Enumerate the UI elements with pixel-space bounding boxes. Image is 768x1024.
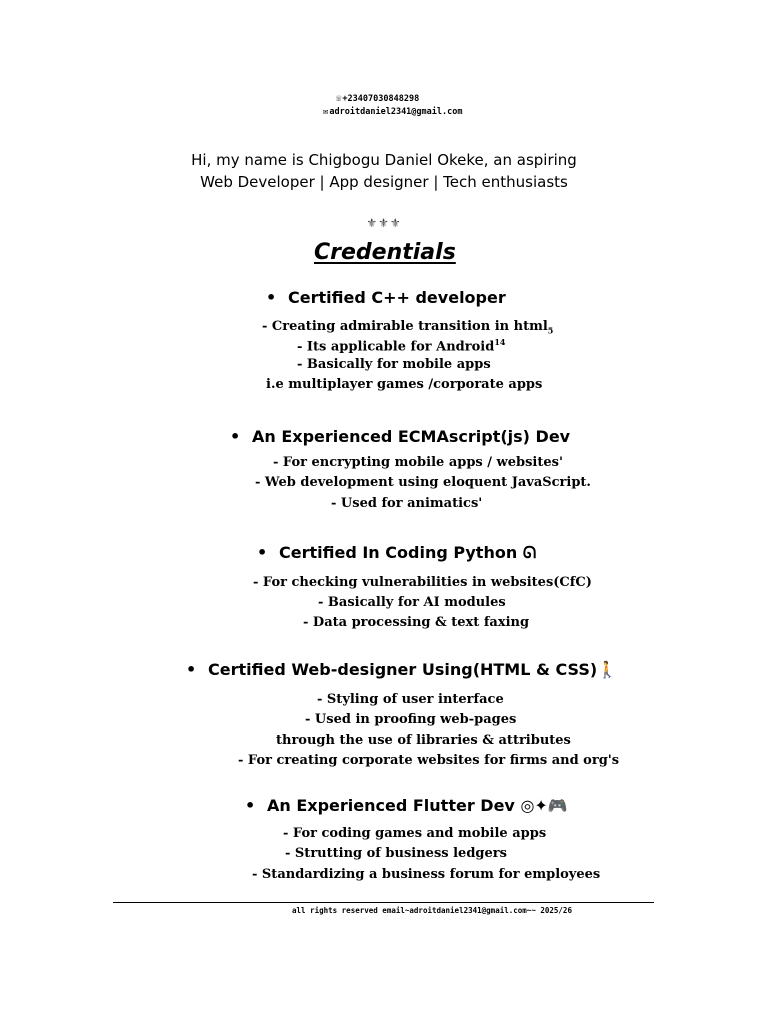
section-title-text: Certified In Coding Python xyxy=(279,543,518,562)
footer-divider xyxy=(113,902,654,903)
detail-line: - Web development using eloquent JavaScript. xyxy=(255,475,591,490)
section-title-web-designer xyxy=(186,660,617,679)
footer-text: all rights reserved email~adroitdaniel2341@gmail.com~~ 2025/26 xyxy=(292,906,572,915)
detail-line: - Standardizing a business forum for employees xyxy=(252,867,601,882)
detail-line: - Data processing & text faxing xyxy=(303,615,530,630)
fleur-de-lis-ornament-icon: ⚜⚜⚜ xyxy=(366,216,402,230)
target-gamepad-icon: ◎✦🎮 xyxy=(520,796,568,815)
detail-line: - Creating admirable transition in html$_5$ xyxy=(262,319,554,336)
detail-line: - Its applicable for Android$^{14}$ xyxy=(297,337,506,355)
phone-number: +23407030848298 xyxy=(342,94,420,104)
section-title-cpp xyxy=(266,288,506,307)
detail-line: - Styling of user interface xyxy=(317,692,504,707)
section-title-python xyxy=(257,543,536,563)
detail-line: - Basically for AI modules xyxy=(318,595,506,610)
email-address[interactable]: adroitdaniel2341@gmail.com xyxy=(329,107,463,117)
snake-icon: ᘏ xyxy=(522,543,537,562)
phone-icon: ☏ xyxy=(336,94,342,104)
section-title-text: Certified Web-designer Using(HTML & CSS) xyxy=(208,660,598,679)
contact-phone xyxy=(336,94,419,104)
detail-line: - For checking vulnerabilities in websites(CfC) xyxy=(253,575,592,590)
detail-line: - Basically for mobile apps xyxy=(297,357,491,372)
bullet-icon: • xyxy=(257,543,268,562)
detail-line: - For creating corporate websites for firms and org's xyxy=(238,753,620,768)
detail-line: - Used in proofing web-pages xyxy=(305,712,517,727)
section-title-ecmascript xyxy=(230,427,570,446)
section-title-text: An Experienced ECMAscript(js) Dev xyxy=(252,427,571,446)
page-title: Credentials xyxy=(314,240,456,265)
bullet-icon: • xyxy=(230,427,241,446)
detail-line: through the use of libraries & attributes xyxy=(276,733,571,748)
bullet-icon: • xyxy=(266,288,277,307)
intro-line-2: Web Developer | App designer | Tech enthusiasts xyxy=(200,173,568,191)
section-title-flutter xyxy=(245,796,568,815)
section-title-text: An Experienced Flutter Dev xyxy=(267,796,515,815)
envelope-icon: ✉ xyxy=(323,107,329,117)
detail-line: - Used for animatics' xyxy=(331,496,483,511)
bullet-icon: • xyxy=(245,796,256,815)
detail-line: - Strutting of business ledgers xyxy=(285,846,507,861)
detail-line: i.e multiplayer games /corporate apps xyxy=(266,377,543,392)
contact-email xyxy=(323,107,462,117)
detail-line: - For encrypting mobile apps / websites' xyxy=(273,455,563,470)
detail-line: - For coding games and mobile apps xyxy=(283,826,547,841)
intro-line-1: Hi, my name is Chigbogu Daniel Okeke, an aspiring xyxy=(191,151,577,169)
person-walking-icon: 🚶 xyxy=(597,660,618,679)
section-title-text: Certified C++ developer xyxy=(288,288,506,307)
bullet-icon: • xyxy=(186,660,197,679)
